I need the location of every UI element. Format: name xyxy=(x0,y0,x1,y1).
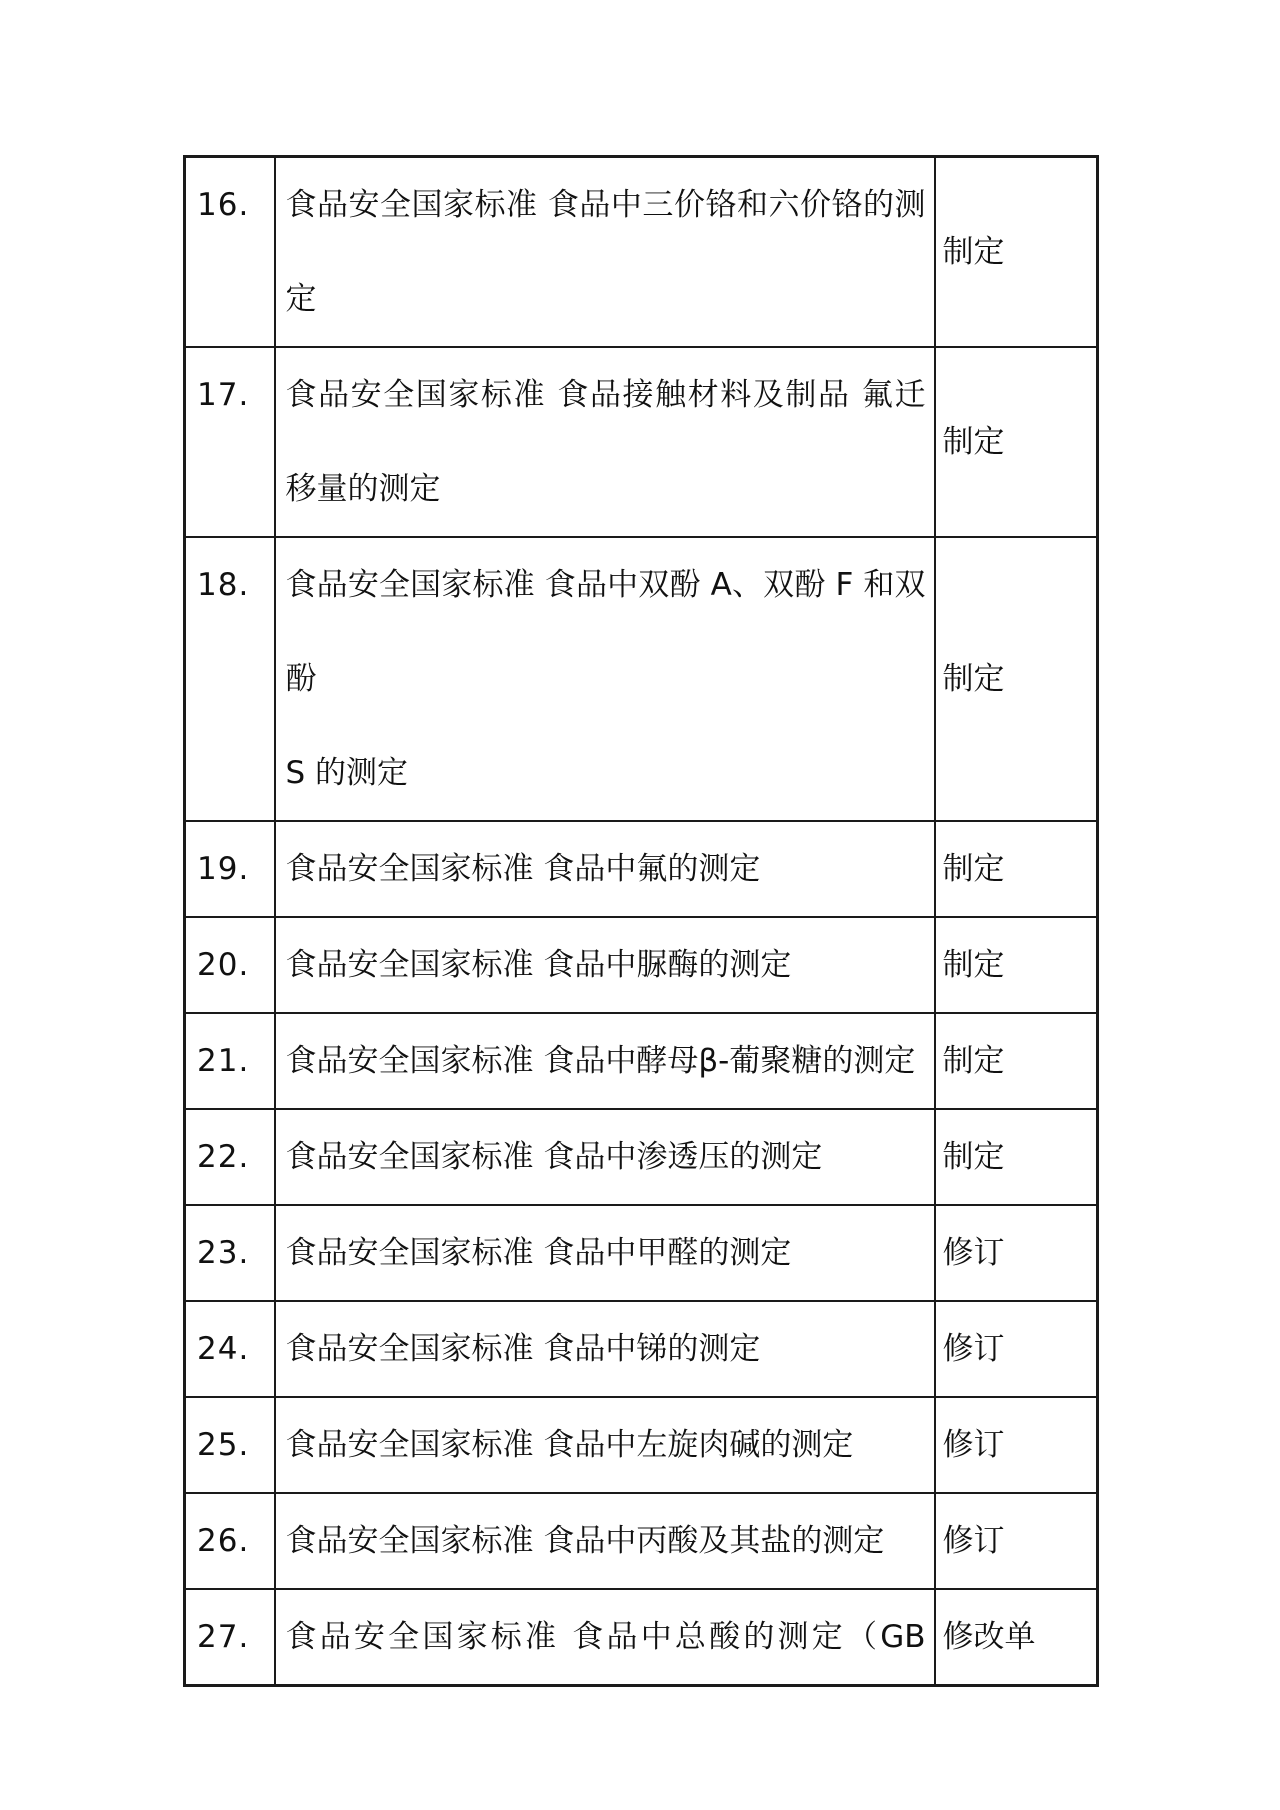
row-number: 17. xyxy=(185,347,275,537)
status-value: 制定 xyxy=(935,157,1098,348)
standard-name-line: 食品安全国家标准 食品中三价铬和六价铬的测 xyxy=(285,187,926,223)
status-value: 修订 xyxy=(935,1397,1098,1493)
standard-name-cell xyxy=(275,1589,935,1686)
row-number: 19. xyxy=(185,821,275,917)
standard-name-line: 食品安全国家标准 食品中脲酶的测定 xyxy=(285,947,792,983)
row-number: 16. xyxy=(185,157,275,348)
standard-name-cell xyxy=(275,347,935,537)
standard-name-cell xyxy=(275,917,935,1013)
row-number: 26. xyxy=(185,1493,275,1589)
row-number: 22. xyxy=(185,1109,275,1205)
row-number: 21. xyxy=(185,1013,275,1109)
status-value: 制定 xyxy=(935,347,1098,537)
status-value: 修改单 xyxy=(935,1589,1098,1686)
status-value: 制定 xyxy=(935,917,1098,1013)
table-row xyxy=(185,537,1098,821)
status-value: 修订 xyxy=(935,1205,1098,1301)
table-row xyxy=(185,1397,1098,1493)
table-row xyxy=(185,347,1098,537)
standard-name-line: 食品安全国家标准 食品中甲醛的测定 xyxy=(285,1235,792,1271)
table-row xyxy=(185,1205,1098,1301)
standard-name-cell xyxy=(275,1109,935,1205)
standard-name-line: 食品安全国家标准 食品中左旋肉碱的测定 xyxy=(285,1427,854,1463)
row-number: 23. xyxy=(185,1205,275,1301)
standard-name-line: 食品安全国家标准 食品中丙酸及其盐的测定 xyxy=(285,1523,885,1559)
standard-name-cell xyxy=(275,1205,935,1301)
table-row xyxy=(185,1589,1098,1686)
standard-name-cell xyxy=(275,157,935,348)
standard-name-cell xyxy=(275,1301,935,1397)
status-value: 制定 xyxy=(935,537,1098,821)
table-row xyxy=(185,1109,1098,1205)
standard-name-line: 移量的测定 xyxy=(285,471,441,507)
row-number: 24. xyxy=(185,1301,275,1397)
standard-name-line: 定 xyxy=(285,281,317,317)
status-value: 制定 xyxy=(935,821,1098,917)
row-number: 20. xyxy=(185,917,275,1013)
standard-name-cell xyxy=(275,537,935,821)
row-number: 27. xyxy=(185,1589,275,1686)
table-row xyxy=(185,821,1098,917)
standard-name-line: 食品安全国家标准 食品中酵母β-葡聚糖的测定 xyxy=(285,1043,916,1079)
table-row xyxy=(185,917,1098,1013)
standards-table-body xyxy=(185,157,1098,1686)
table-row xyxy=(185,1013,1098,1109)
standard-name-cell xyxy=(275,1397,935,1493)
table-row xyxy=(185,157,1098,348)
standard-name-line: 食品安全国家标准 食品接触材料及制品 氟迁 xyxy=(285,377,926,413)
table-row xyxy=(185,1301,1098,1397)
status-value: 制定 xyxy=(935,1013,1098,1109)
standard-name-line: 食品安全国家标准 食品中总酸的测定（GB xyxy=(285,1619,926,1655)
standard-name-cell xyxy=(275,821,935,917)
standard-name-line: 食品安全国家标准 食品中渗透压的测定 xyxy=(285,1139,823,1175)
standard-name-line: 食品安全国家标准 食品中氟的测定 xyxy=(285,851,761,887)
standards-table xyxy=(183,155,1099,1687)
row-number: 25. xyxy=(185,1397,275,1493)
standard-name-cell xyxy=(275,1493,935,1589)
standard-name-cell xyxy=(275,1013,935,1109)
status-value: 修订 xyxy=(935,1301,1098,1397)
standard-name-line: S 的测定 xyxy=(285,755,409,791)
table-row xyxy=(185,1493,1098,1589)
standard-name-line: 食品安全国家标准 食品中锑的测定 xyxy=(285,1331,761,1367)
status-value: 制定 xyxy=(935,1109,1098,1205)
standard-name-line: 食品安全国家标准 食品中双酚 A、双酚 F 和双酚 xyxy=(285,567,926,697)
status-value: 修订 xyxy=(935,1493,1098,1589)
row-number: 18. xyxy=(185,537,275,821)
